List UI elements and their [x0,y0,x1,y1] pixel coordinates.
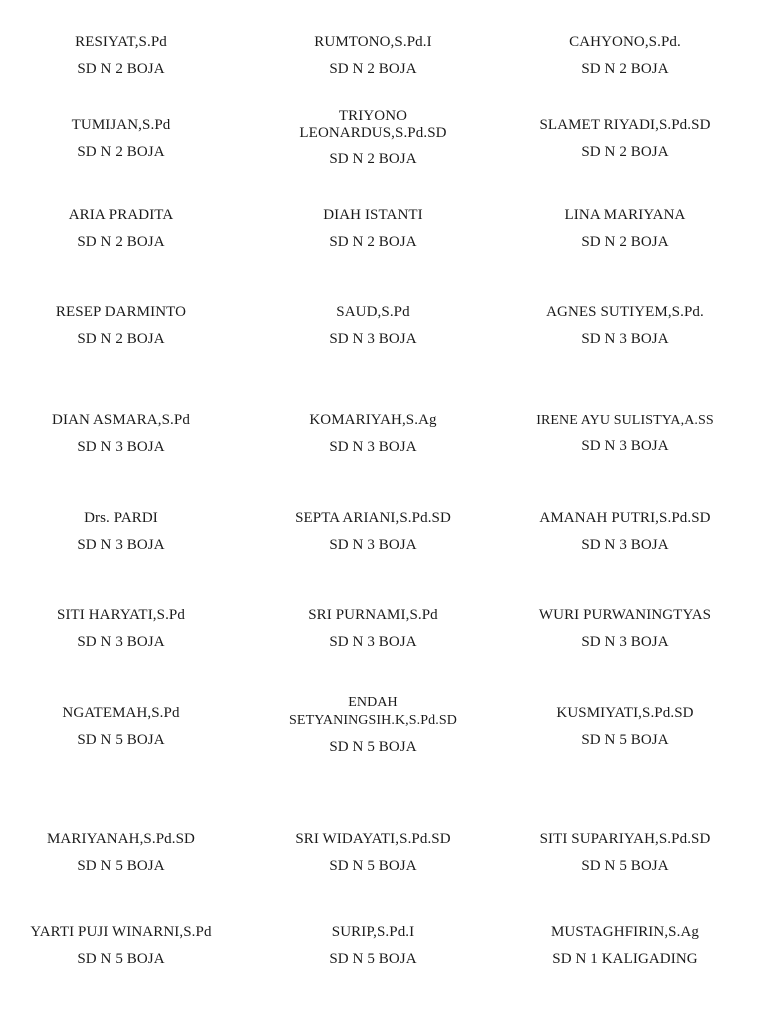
teacher-name: NGATEMAH,S.Pd [62,705,180,721]
school-name: SD N 3 BOJA [77,537,165,553]
teacher-name: SEPTA ARIANI,S.Pd.SD [295,510,451,526]
school-name: SD N 5 BOJA [581,858,669,874]
school-name: SD N 3 BOJA [329,537,417,553]
name-label [248,207,498,251]
name-label [0,705,246,749]
name-label [0,117,246,161]
teacher-name: DIAH ISTANTI [323,207,423,223]
name-label [500,304,750,348]
school-name: SD N 2 BOJA [329,61,417,77]
school-name: SD N 5 BOJA [77,732,165,748]
school-name: SD N 3 BOJA [581,634,669,650]
school-name: SD N 3 BOJA [329,331,417,347]
name-label [248,924,498,968]
school-name: SD N 2 BOJA [581,61,669,77]
name-label [500,207,750,251]
teacher-name: TUMIJAN,S.Pd [71,117,171,133]
name-label [0,412,246,456]
name-label [500,607,750,651]
name-label [248,412,498,456]
name-label [0,924,246,968]
name-label [248,510,498,554]
teacher-name: SITI HARYATI,S.Pd [57,607,185,623]
school-name: SD N 5 BOJA [77,858,165,874]
teacher-name: SITI SUPARIYAH,S.Pd.SD [539,831,711,847]
name-label [0,304,246,348]
name-label [248,831,498,875]
school-name: SD N 3 BOJA [329,634,417,650]
teacher-name: YARTI PUJI WINARNI,S.Pd [30,924,212,940]
teacher-name: MUSTAGHFIRIN,S.Ag [550,924,700,940]
school-name: SD N 2 BOJA [581,144,669,160]
teacher-name: SURIP,S.Pd.I [331,924,415,940]
teacher-name: ARIA PRADITA [68,207,174,223]
teacher-name: Drs. PARDI [84,510,158,526]
name-label [248,607,498,651]
teacher-name: SLAMET RIYADI,S.Pd.SD [539,117,711,133]
teacher-name: SRI PURNAMI,S.Pd [308,607,438,623]
school-name: SD N 5 BOJA [329,951,417,967]
school-name: SD N 3 BOJA [77,439,165,455]
teacher-name: ENDAH SETYANINGSIH.K,S.Pd.SD [289,695,457,728]
name-label [0,34,246,78]
school-name: SD N 2 BOJA [329,234,417,250]
name-label [0,607,246,651]
teacher-name: CAHYONO,S.Pd. [569,34,681,50]
teacher-name: SAUD,S.Pd [336,304,410,320]
name-label [500,412,750,455]
school-name: SD N 3 BOJA [329,439,417,455]
school-name: SD N 2 BOJA [77,234,165,250]
school-name: SD N 2 BOJA [77,61,165,77]
name-label [500,831,750,875]
teacher-name: DIAN ASMARA,S.Pd [52,412,190,428]
name-label [500,117,750,161]
teacher-name: KOMARIYAH,S.Ag [309,412,437,428]
school-name: SD N 5 BOJA [329,858,417,874]
school-name: SD N 2 BOJA [77,144,165,160]
school-name: SD N 5 BOJA [77,951,165,967]
school-name: SD N 2 BOJA [329,151,417,167]
school-name: SD N 5 BOJA [581,732,669,748]
teacher-name: AGNES SUTIYEM,S.Pd. [546,304,704,320]
school-name: SD N 3 BOJA [581,331,669,347]
teacher-name: TRIYONO LEONARDUS,S.Pd.SD [299,108,447,141]
school-name: SD N 3 BOJA [581,537,669,553]
teacher-name: RESIYAT,S.Pd [75,34,167,50]
teacher-name: LINA MARIYANA [564,207,686,223]
name-label [248,34,498,78]
name-label [248,108,498,168]
teacher-name: WURI PURWANINGTYAS [538,607,712,623]
name-label [248,694,498,756]
school-name: SD N 3 BOJA [77,634,165,650]
name-label [0,207,246,251]
name-label [500,705,750,749]
school-name: SD N 1 KALIGADING [552,951,698,967]
name-label [0,831,246,875]
name-label [500,510,750,554]
teacher-name: MARIYANAH,S.Pd.SD [47,831,195,847]
school-name: SD N 5 BOJA [329,739,417,755]
school-name: SD N 3 BOJA [581,438,669,454]
name-label [0,510,246,554]
teacher-name: AMANAH PUTRI,S.Pd.SD [539,510,711,526]
teacher-name: IRENE AYU SULISTYA,A.SS [536,413,714,428]
name-label [500,924,750,968]
name-label [500,34,750,78]
teacher-name: KUSMIYATI,S.Pd.SD [556,705,694,721]
teacher-name: RESEP DARMINTO [55,304,187,320]
name-label [248,304,498,348]
school-name: SD N 2 BOJA [581,234,669,250]
school-name: SD N 2 BOJA [77,331,165,347]
teacher-name: SRI WIDAYATI,S.Pd.SD [295,831,451,847]
teacher-name: RUMTONO,S.Pd.I [314,34,432,50]
